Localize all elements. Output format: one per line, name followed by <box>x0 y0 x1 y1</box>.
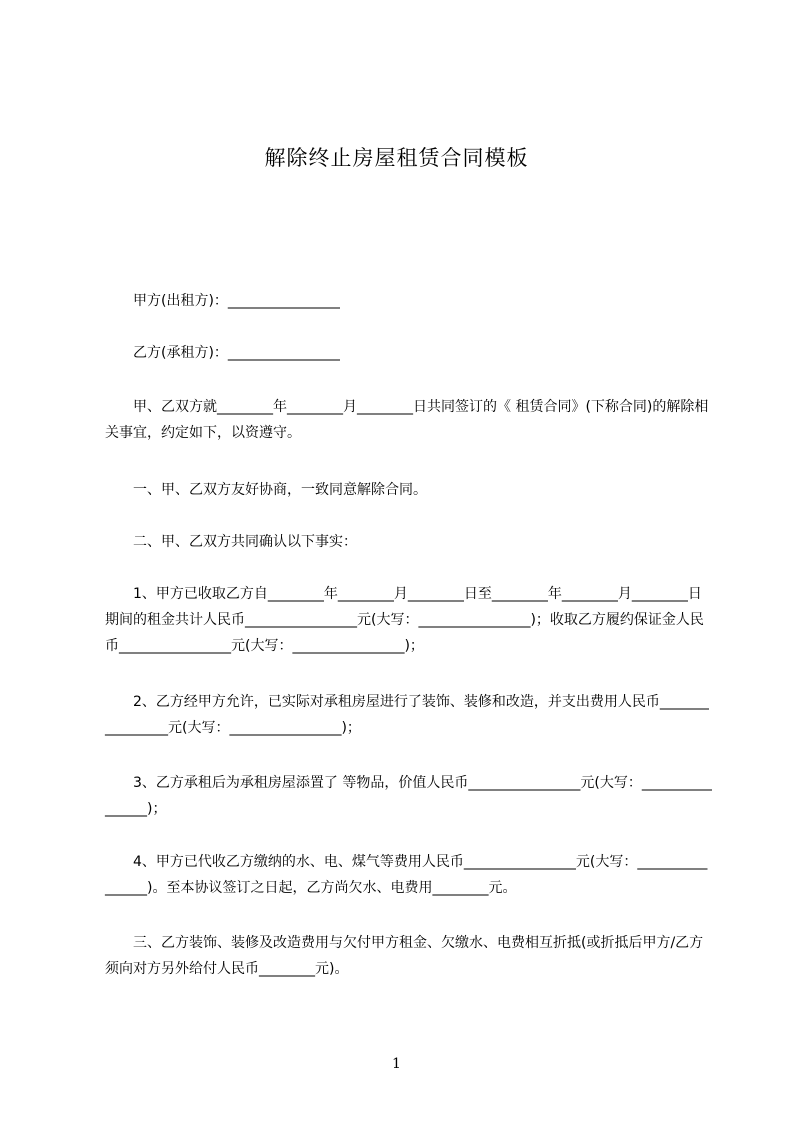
party-a-line: 甲方(出租方)：________________ <box>105 293 340 309</box>
clause-3: 三、乙方装饰、装修及改造费用与欠付甲方租金、欠缴水、电费相互折抵(或折抵后甲方/乙方须向对方另外给付人民币________元)。 <box>105 935 704 977</box>
intro-paragraph: 甲、乙双方就________年________月________日共同签订的《 租赁合同》(下称合同)的解除相关事宜，约定如下，以资遵守。 <box>105 399 709 441</box>
clause-2-item-3: 3、乙方承租后为承租房屋添置了 等物品，价值人民币________________元(大写：________________)； <box>105 775 712 817</box>
clause-2-item-1: 1、甲方已收取乙方自________年________月________日至________年________月________日期间的租金共计人民币________________元(大写：________________)；收取乙方履约保证金人民币________________元(大写：________________)； <box>105 586 704 654</box>
clause-2-item-2: 2、乙方经甲方允许，已实际对承租房屋进行了装饰、装修和改造，并支出费用人民币________________元(大写：________________)； <box>105 694 709 736</box>
page-number: 1 <box>392 1056 401 1072</box>
clause-2-heading: 二、甲、乙双方共同确认以下事实： <box>105 534 357 550</box>
clause-1: 一、甲、乙双方友好协商，一致同意解除合同。 <box>105 482 427 498</box>
document-title: 解除终止房屋租赁合同模板 <box>264 146 529 170</box>
party-b-line: 乙方(承租方)：________________ <box>105 345 340 361</box>
clause-2-item-4: 4、甲方已代收乙方缴纳的水、电、煤气等费用人民币________________元(大写：________________)。至本协议签订之日起，乙方尚欠水、电费用________元。 <box>105 854 708 896</box>
